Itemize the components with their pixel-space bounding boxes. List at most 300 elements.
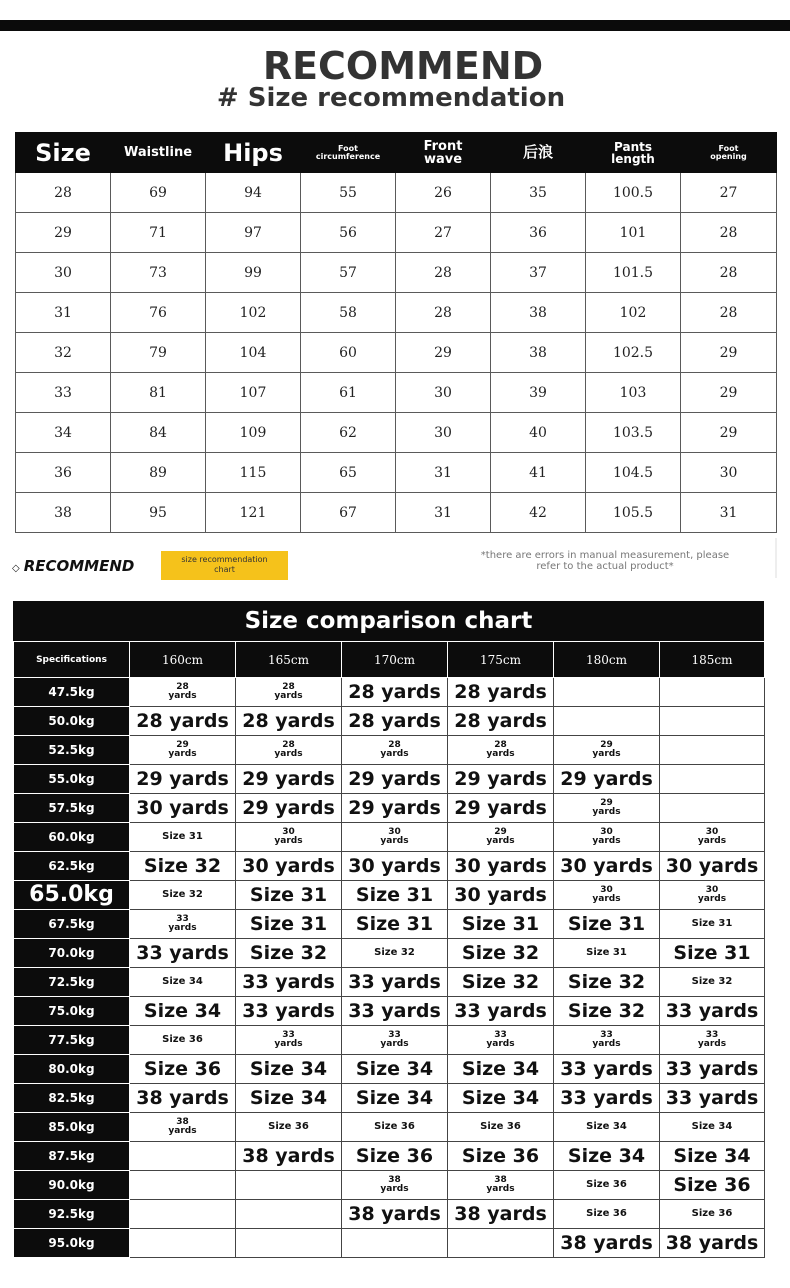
size-cell [660,678,765,707]
header-line: circumference [315,151,381,161]
table-cell: 28 [16,173,111,213]
table-cell: 56 [301,213,396,253]
size-cell [236,678,342,707]
table-cell: 84 [111,413,206,453]
cell-line: 28 [388,740,401,750]
cell-line: 38 [494,1175,507,1185]
header-line: opening [710,151,747,161]
size-cell [130,1200,236,1229]
size-cell [554,736,660,765]
cell-line: yards [168,923,197,933]
note-line-2: refer to the actual product* [536,561,674,572]
table-cell: 99 [206,253,301,293]
height-header: 185cm [660,642,765,678]
weight-label: 50.0kg [14,707,130,736]
height-header: 175cm [448,642,554,678]
table-row [14,968,765,997]
table-cell: 101 [586,213,681,253]
size-cell [236,1200,342,1229]
header-line: Foot [338,143,358,153]
size-cell: Size 36 [448,1113,554,1142]
table-row [16,333,777,373]
table-cell: 38 [491,333,586,373]
size-cell: 29 yards [554,765,660,794]
cell-line: 33 [282,1030,295,1040]
size-cell [236,1026,342,1055]
table-row [16,213,777,253]
top-bar [0,20,790,31]
size-cell: 28 yards [342,678,448,707]
table-cell: 35 [491,173,586,213]
table-row [14,1229,765,1258]
size-cell: Size 34 [342,1055,448,1084]
table-cell: 36 [16,453,111,493]
size-cell: 33 yards [448,997,554,1026]
specifications-header: Specifications [14,642,130,678]
weight-label: 57.5kg [14,794,130,823]
height-header: 180cm [554,642,660,678]
size-cell: 30 yards [342,852,448,881]
size-cell: 29 yards [342,794,448,823]
size-cell: Size 36 [660,1200,765,1229]
size-cell: 33 yards [660,1084,765,1113]
size-comparison-table [13,641,765,1258]
size-cell: Size 34 [554,1142,660,1171]
table-cell: 26 [396,173,491,213]
table-cell: 62 [301,413,396,453]
size-cell: 28 yards [130,707,236,736]
size-cell: Size 32 [660,968,765,997]
size-cell: 30 yards [554,852,660,881]
table-row [14,707,765,736]
table-cell: 30 [681,453,777,493]
table-cell: 81 [111,373,206,413]
table-cell: 34 [16,413,111,453]
comparison-table-header [14,642,765,678]
size-cell [342,1171,448,1200]
size-cell [448,1229,554,1258]
size-cell: 33 yards [342,968,448,997]
cell-line: 28 [494,740,507,750]
size-cell: 29 yards [342,765,448,794]
weight-label: 52.5kg [14,736,130,765]
table-row [14,1113,765,1142]
size-cell [342,823,448,852]
size-cell: 30 yards [448,881,554,910]
size-cell: Size 31 [342,881,448,910]
size-cell [130,1113,236,1142]
cell-line: yards [486,1039,515,1049]
weight-label: 90.0kg [14,1171,130,1200]
weight-label: 77.5kg [14,1026,130,1055]
cell-line: 33 [388,1030,401,1040]
size-cell [448,823,554,852]
size-cell: 33 yards [236,968,342,997]
weight-label: 95.0kg [14,1229,130,1258]
size-cell: Size 34 [660,1142,765,1171]
size-cell [660,823,765,852]
banner-edge [775,538,777,578]
cell-line: yards [274,836,303,846]
cell-line: 30 [705,827,719,837]
size-cell [554,823,660,852]
size-table [15,132,777,533]
table-cell: 60 [301,333,396,373]
size-cell: Size 32 [342,939,448,968]
recommend-banner [0,538,790,582]
table-cell: 31 [681,493,777,533]
weight-label: 47.5kg [14,678,130,707]
table-cell: 32 [16,333,111,373]
size-cell: Size 34 [342,1084,448,1113]
size-cell: Size 36 [236,1113,342,1142]
size-table-header-cell [206,133,301,173]
table-cell: 29 [681,373,777,413]
size-cell: Size 34 [554,1113,660,1142]
size-cell: 29 yards [236,765,342,794]
size-cell [236,1171,342,1200]
size-cell [448,1026,554,1055]
size-cell [554,794,660,823]
weight-label: 62.5kg [14,852,130,881]
size-cell [130,1229,236,1258]
size-cell [660,765,765,794]
size-cell [130,678,236,707]
table-cell: 102 [586,293,681,333]
header-line: Hips [223,138,283,167]
size-recommendation-badge [161,551,288,580]
table-row [16,293,777,333]
weight-label: 85.0kg [14,1113,130,1142]
size-cell: Size 36 [660,1171,765,1200]
size-cell: 29 yards [448,794,554,823]
size-cell: Size 31 [130,823,236,852]
table-cell: 42 [491,493,586,533]
size-cell: Size 32 [130,881,236,910]
table-cell: 101.5 [586,253,681,293]
table-row [14,997,765,1026]
cell-line: 29 [494,827,507,837]
size-cell: 29 yards [236,794,342,823]
table-cell: 28 [396,253,491,293]
table-row [16,413,777,453]
cell-line: yards [592,1039,621,1049]
table-cell: 102 [206,293,301,333]
size-cell: Size 36 [554,1200,660,1229]
cell-line: 38 [176,1117,189,1127]
size-cell: 38 yards [554,1229,660,1258]
table-cell: 105.5 [586,493,681,533]
table-row [14,910,765,939]
cell-line: yards [274,749,303,759]
table-cell: 58 [301,293,396,333]
table-row [14,794,765,823]
weight-label: 70.0kg [14,939,130,968]
table-row [14,852,765,881]
table-cell: 103 [586,373,681,413]
cell-line: 30 [600,827,613,837]
size-cell: Size 36 [554,1171,660,1200]
size-cell [342,1026,448,1055]
size-cell: 28 yards [236,707,342,736]
table-row [16,453,777,493]
cell-line: 33 [176,914,189,924]
cell-line: 30 [705,885,719,895]
size-cell: 28 yards [448,707,554,736]
table-cell: 29 [681,413,777,453]
table-cell: 94 [206,173,301,213]
table-cell: 107 [206,373,301,413]
size-cell [660,1026,765,1055]
size-table-header-cell [681,133,777,173]
table-cell: 115 [206,453,301,493]
table-cell: 31 [396,453,491,493]
table-cell: 30 [396,373,491,413]
size-cell: Size 32 [554,997,660,1026]
table-cell: 73 [111,253,206,293]
cell-line: 28 [282,740,295,750]
table-cell: 76 [111,293,206,333]
table-cell: 39 [491,373,586,413]
table-cell: 40 [491,413,586,453]
cell-line: 33 [494,1030,507,1040]
header-line: Waistline [123,145,193,160]
table-row [14,1200,765,1229]
comparison-chart-title: Size comparison chart [13,601,764,641]
size-cell: 33 yards [660,1055,765,1084]
size-table-header-cell [16,133,111,173]
header-line: Size [35,138,91,167]
cell-line: 30 [600,885,613,895]
diamond-icon: ◇ [12,563,20,574]
size-cell: 38 yards [660,1229,765,1258]
cell-line: yards [274,1039,303,1049]
header-line: Foot [718,143,739,153]
table-row [14,1055,765,1084]
size-cell [130,1171,236,1200]
recommend-label: ◇ RECOMMEND [12,557,135,575]
size-cell: Size 34 [448,1084,554,1113]
table-cell: 71 [111,213,206,253]
table-cell: 27 [396,213,491,253]
badge-line-2: chart [214,565,235,574]
size-cell [554,881,660,910]
size-table-header-cell [111,133,206,173]
cell-line: 29 [176,740,189,750]
size-cell: Size 36 [130,1055,236,1084]
size-table-header [16,133,777,173]
table-row [14,1026,765,1055]
size-cell: 30 yards [130,794,236,823]
measurement-note [460,550,750,572]
table-cell: 41 [491,453,586,493]
table-cell: 28 [396,293,491,333]
cell-line: yards [592,894,621,904]
size-cell: Size 34 [130,968,236,997]
cell-line: yards [168,749,197,759]
table-cell: 28 [681,293,777,333]
height-header: 165cm [236,642,342,678]
header-line: Front [423,138,463,154]
size-cell: Size 34 [660,1113,765,1142]
table-row [14,1171,765,1200]
size-cell: 33 yards [554,1055,660,1084]
header-line: length [611,151,655,166]
size-cell [130,1142,236,1171]
cell-line: 29 [600,798,613,808]
table-cell: 109 [206,413,301,453]
table-cell: 38 [491,293,586,333]
cell-line: yards [274,691,303,701]
table-row [16,253,777,293]
size-cell [448,1171,554,1200]
size-cell: Size 32 [448,968,554,997]
size-cell: 33 yards [130,939,236,968]
table-cell: 61 [301,373,396,413]
size-cell: Size 32 [554,968,660,997]
header-line: 后浪 [522,143,553,161]
table-cell: 65 [301,453,396,493]
size-cell [236,1229,342,1258]
table-cell: 103.5 [586,413,681,453]
weight-label: 80.0kg [14,1055,130,1084]
table-cell: 29 [396,333,491,373]
table-cell: 55 [301,173,396,213]
size-cell [130,910,236,939]
size-cell: 33 yards [660,997,765,1026]
cell-line: yards [486,836,515,846]
size-cell: 38 yards [342,1200,448,1229]
table-cell: 37 [491,253,586,293]
size-table-header-cell [301,133,396,173]
table-cell: 104.5 [586,453,681,493]
weight-label: 55.0kg [14,765,130,794]
header-line: Pants [614,139,652,154]
size-cell: Size 34 [236,1055,342,1084]
cell-line: 28 [176,682,189,692]
weight-label: 72.5kg [14,968,130,997]
table-cell: 104 [206,333,301,373]
size-cell: 30 yards [236,852,342,881]
size-cell: Size 34 [130,997,236,1026]
badge-line-1: size recommendation [181,555,268,564]
table-row [14,1142,765,1171]
cell-line: yards [697,894,727,904]
size-cell: 30 yards [448,852,554,881]
weight-label: 67.5kg [14,910,130,939]
size-cell: Size 31 [236,910,342,939]
table-cell: 57 [301,253,396,293]
size-cell: 33 yards [236,997,342,1026]
height-header: 160cm [130,642,236,678]
cell-line: 33 [600,1030,613,1040]
size-cell: Size 31 [554,910,660,939]
size-cell [342,1229,448,1258]
size-cell: Size 32 [448,939,554,968]
table-row [14,881,765,910]
size-cell: 38 yards [130,1084,236,1113]
cell-line: yards [380,836,409,846]
cell-line: yards [592,807,621,817]
cell-line: 30 [282,827,295,837]
size-cell: 29 yards [130,765,236,794]
cell-line: yards [486,749,515,759]
table-row [14,1084,765,1113]
size-cell [660,736,765,765]
size-cell: 28 yards [448,678,554,707]
cell-line: yards [592,749,621,759]
size-cell: 33 yards [342,997,448,1026]
size-cell [660,881,765,910]
table-cell: 31 [396,493,491,533]
cell-line: 38 [388,1175,401,1185]
size-cell: Size 31 [448,910,554,939]
cell-line: yards [697,1039,727,1049]
size-cell: Size 31 [554,939,660,968]
cell-line: yards [592,836,621,846]
table-cell: 67 [301,493,396,533]
table-cell: 36 [491,213,586,253]
table-row [14,765,765,794]
cell-line: yards [380,749,409,759]
size-cell [342,736,448,765]
table-row [14,939,765,968]
table-cell: 79 [111,333,206,373]
table-cell: 30 [16,253,111,293]
size-cell: Size 31 [660,939,765,968]
table-cell: 100.5 [586,173,681,213]
table-row [14,823,765,852]
table-cell: 29 [681,333,777,373]
size-cell [130,736,236,765]
table-row [14,678,765,707]
table-row [16,493,777,533]
cell-line: 29 [600,740,613,750]
cell-line: yards [697,836,727,846]
cell-line: yards [168,691,197,701]
size-cell [660,794,765,823]
size-cell: Size 32 [236,939,342,968]
size-cell: 38 yards [448,1200,554,1229]
table-row [14,736,765,765]
table-cell: 38 [16,493,111,533]
size-cell: Size 36 [342,1142,448,1171]
size-cell [236,736,342,765]
table-cell: 31 [16,293,111,333]
size-table-header-cell [396,133,491,173]
table-cell: 121 [206,493,301,533]
size-cell: Size 34 [448,1055,554,1084]
cell-line: yards [486,1184,515,1194]
weight-label: 65.0kg [14,881,130,910]
table-cell: 28 [681,253,777,293]
weight-label: 75.0kg [14,997,130,1026]
weight-label: 82.5kg [14,1084,130,1113]
size-cell: Size 34 [236,1084,342,1113]
table-cell: 69 [111,173,206,213]
table-cell: 97 [206,213,301,253]
size-cell: Size 31 [342,910,448,939]
table-cell: 102.5 [586,333,681,373]
height-header: 170cm [342,642,448,678]
page-title: RECOMMEND [262,44,544,88]
size-cell: 28 yards [342,707,448,736]
size-table-header-cell [491,133,586,173]
size-cell: Size 36 [448,1142,554,1171]
size-cell [448,736,554,765]
size-cell [554,707,660,736]
note-line-1: *there are errors in manual measurement, please [480,550,730,561]
